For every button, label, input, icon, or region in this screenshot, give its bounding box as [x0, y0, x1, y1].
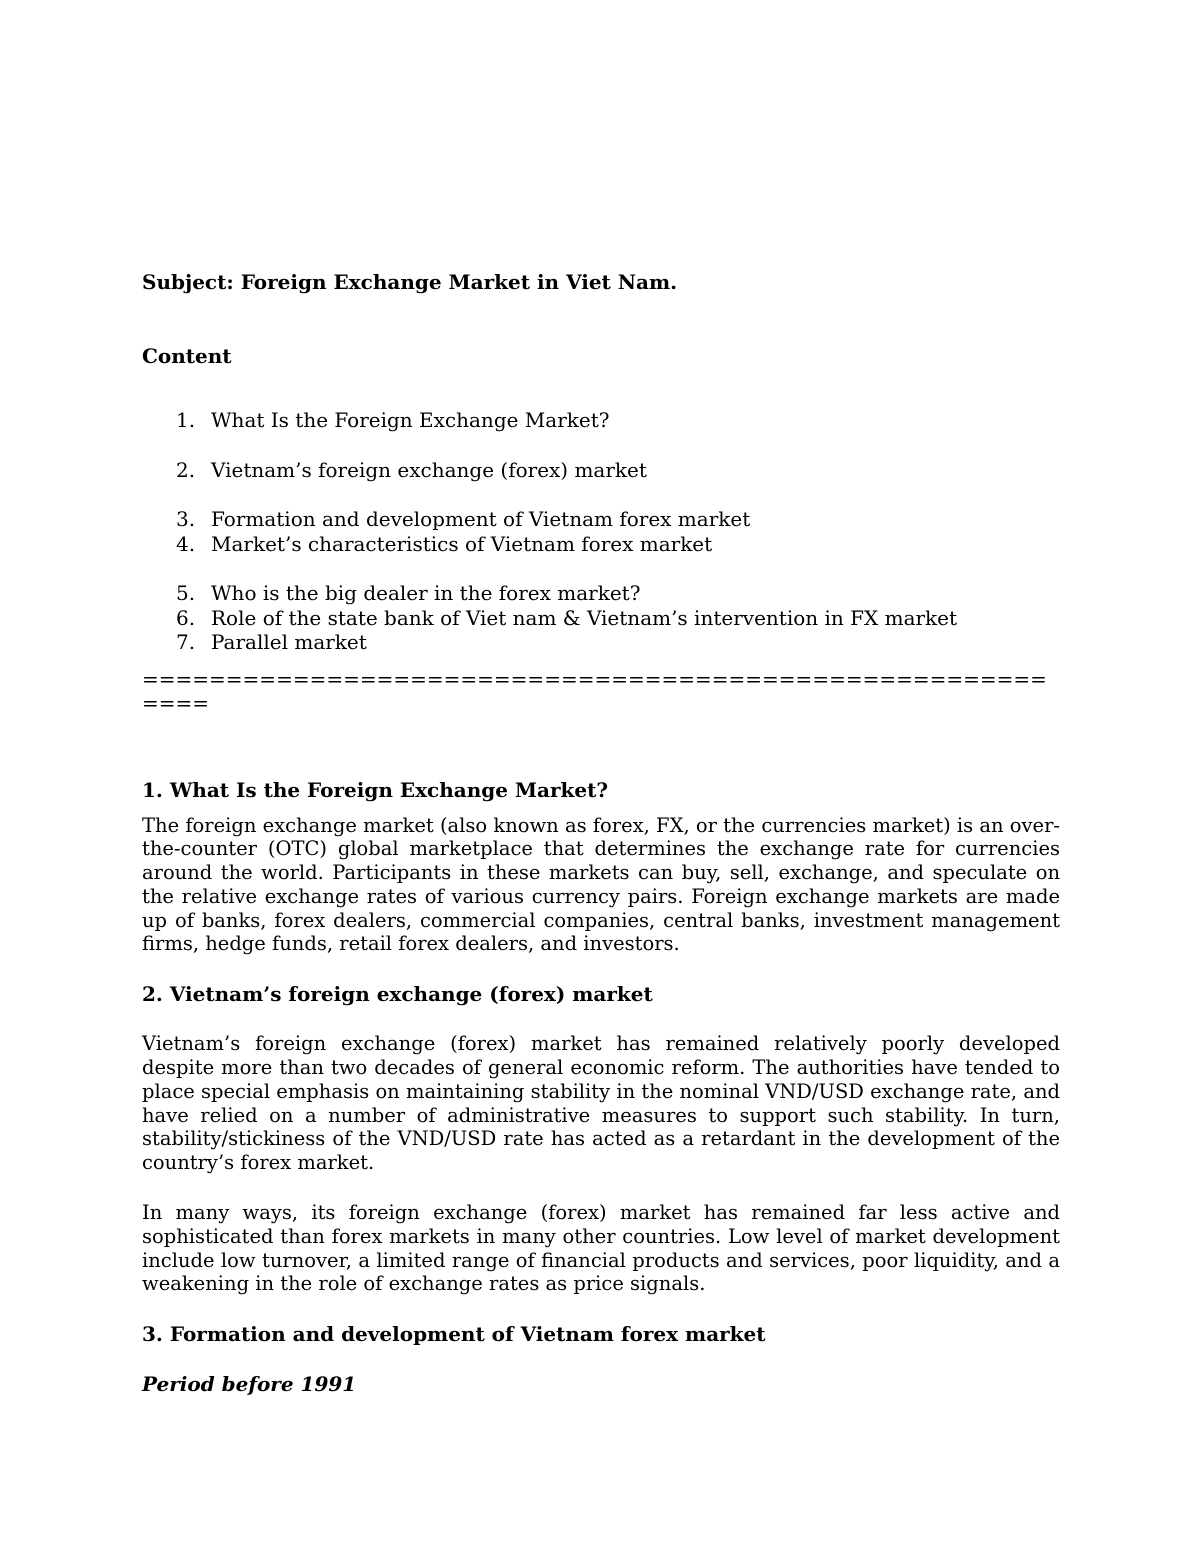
toc-label: What Is the Foreign Exchange Market? [211, 408, 610, 432]
section-1-heading: 1. What Is the Foreign Exchange Market? [142, 777, 609, 802]
toc-item-1 [142, 408, 1060, 433]
section-1-paragraph: The foreign exchange market (also known as forex, FX, or the currencies market) is an over-the-counter (OTC) global marketplace that determines the exchange rate for currencies around the world. Participants in these markets can buy, sell, exchange, and speculate on the relative exchange rates of various currency pairs. Foreign exchange markets are made up of banks, forex dealers, commercial companies, central banks, investment management firms, hedge funds, retail forex dealers, and investors. [142, 813, 1060, 956]
toc-number: 6. [176, 605, 196, 630]
toc-item-3 [142, 507, 1060, 532]
toc-item-4 [142, 532, 1060, 557]
toc-label: Market’s characteristics of Vietnam forex market [211, 531, 713, 556]
toc-number: 1. [176, 408, 196, 432]
toc-item-6 [142, 606, 1060, 631]
section-2-heading: 2. Vietnam’s foreign exchange (forex) market [142, 982, 653, 1007]
toc-item-5 [142, 581, 1060, 606]
toc-item-2 [142, 458, 1060, 483]
content-heading: Content [142, 344, 232, 368]
period-subheading: Period before 1991 [142, 1372, 357, 1397]
section-2-paragraph-2: In many ways, its foreign exchange (forex) market has remained far less active and sophisticated than forex markets in many other countries. Low level of market development include low turnover, a limited range of financial products and services, poor liquidity, and a weakening in the role of exchange rates as price signals. [142, 1201, 1060, 1296]
toc-number: 7. [176, 630, 196, 654]
toc-label: Who is the big dealer in the forex market? [211, 581, 641, 605]
separator-line: ========================================================== [142, 666, 1047, 715]
toc-label: Role of the state bank of Viet nam & Vietnam’s intervention in FX market [211, 605, 958, 630]
toc-item-7 [142, 630, 1060, 655]
section-2-paragraph-1: Vietnam’s foreign exchange (forex) market has remained relatively poorly developed despite more than two decades of general economic reform. The authorities have tended to place special emphasis on maintaining stability in the nominal VND/USD exchange rate, and have relied on a number of administrative measures to support such stability. In turn, stability/stickiness of the VND/USD rate has acted as a retardant in the development of the country’s forex market. [142, 1032, 1060, 1175]
toc-number: 4. [176, 531, 196, 556]
toc-label: Vietnam’s foreign exchange (forex) market [211, 457, 647, 482]
section-3-heading: 3. Formation and development of Vietnam forex market [142, 1322, 766, 1347]
toc-number: 2. [176, 457, 196, 482]
document-page [142, 270, 1060, 1396]
toc-label: Parallel market [211, 630, 367, 654]
toc-number: 5. [176, 581, 196, 605]
toc-label: Formation and development of Vietnam forex market [211, 507, 751, 531]
subject-line: Subject: Foreign Exchange Market in Viet Nam. [142, 270, 678, 294]
table-of-contents [142, 408, 1060, 655]
toc-number: 3. [176, 507, 196, 531]
